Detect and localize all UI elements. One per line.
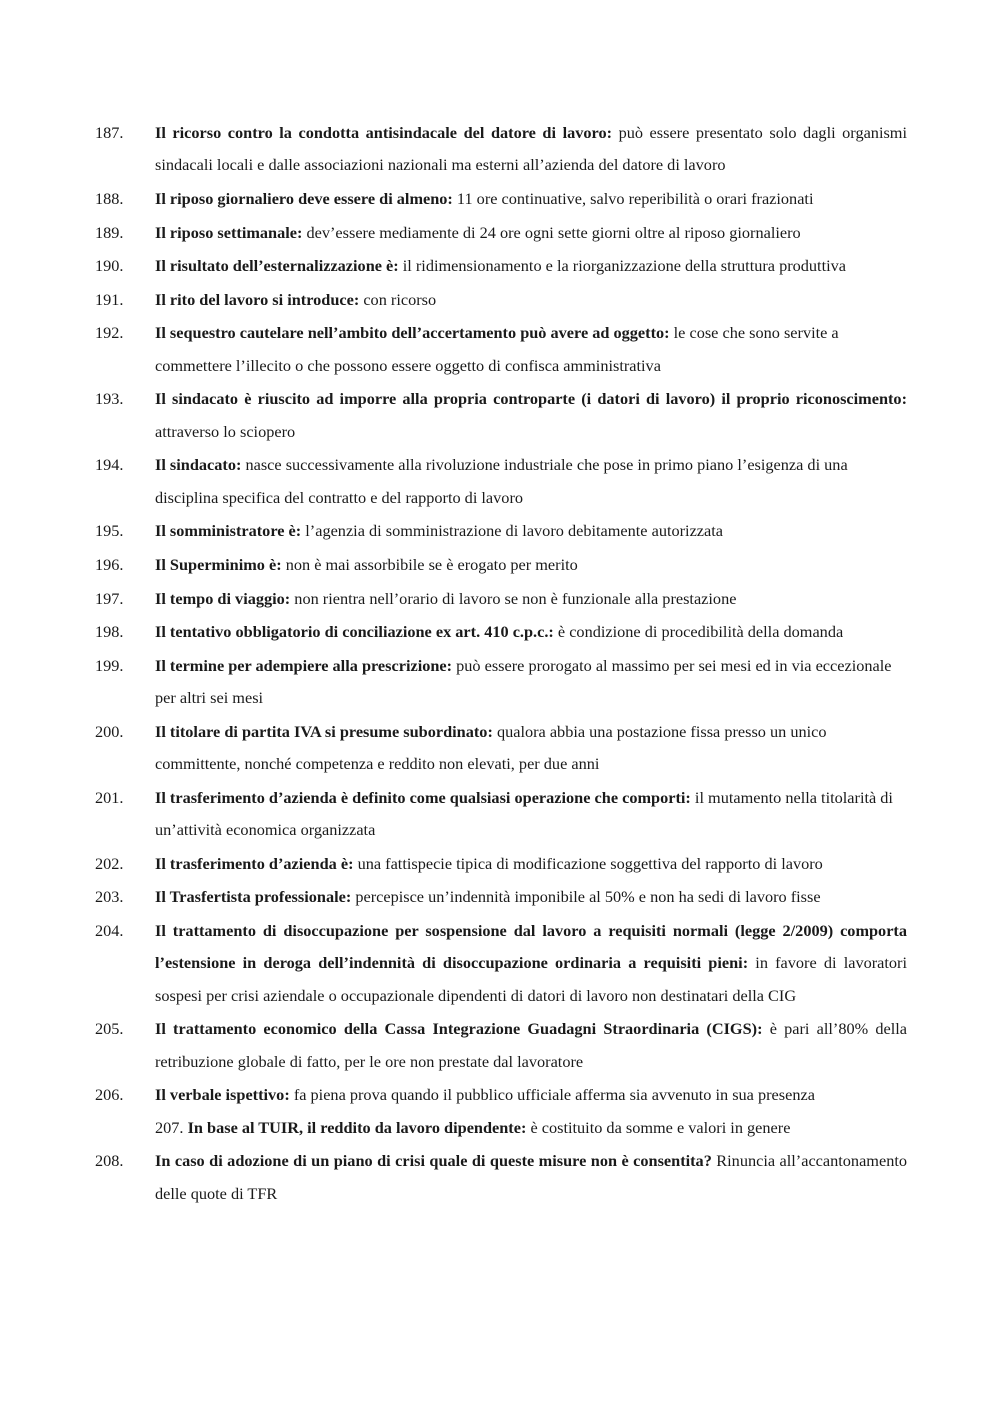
list-item	[95, 583, 907, 615]
list-item	[95, 782, 907, 847]
item-answer: non rientra nell’orario di lavoro se non è funzionale alla prestazione	[290, 588, 737, 608]
item-answer: nasce successivamente alla rivoluzione industriale che pose in primo piano l’esigenza di una disciplina specifica del contratto e del rapporto di lavoro	[155, 455, 848, 507]
item-text	[155, 650, 907, 715]
item-text	[155, 515, 907, 547]
list-item	[95, 848, 907, 880]
item-answer: è condizione di procedibilità della domanda	[553, 622, 844, 642]
item-number: 196.	[95, 554, 124, 574]
item-answer: è costituito da somme e valori in genere	[526, 1117, 791, 1137]
item-number: 193.	[95, 389, 124, 409]
item-text	[155, 1013, 907, 1078]
list-item	[95, 515, 907, 547]
item-answer: il ridimensionamento e la riorganizzazione della struttura produttiva	[398, 256, 846, 276]
item-number: 197.	[95, 588, 124, 608]
item-question: Il riposo giornaliero deve essere di almeno:	[155, 189, 453, 208]
item-question: Il somministratore è:	[155, 521, 302, 541]
item-answer: fa piena prova quando il pubblico ufficiale afferma sia avvenuto in sua presenza	[289, 1085, 815, 1105]
item-question: Il trasferimento d’azienda è:	[155, 853, 354, 873]
item-question: Il sindacato:	[155, 455, 242, 475]
item-number: 191.	[95, 289, 124, 309]
item-number: 202.	[95, 853, 124, 873]
item-answer: in favore di lavoratori sospesi per crisi aziendale o occupazionale dipendenti di datori di lavoro non destinatari della CIG	[155, 953, 907, 1005]
list-item	[95, 217, 907, 249]
item-answer: l’agenzia di somministrazione di lavoro debitamente autorizzata	[301, 521, 723, 541]
list-item	[95, 284, 907, 316]
item-question: Il risultato dell’esternalizzazione è:	[155, 256, 399, 276]
item-question: Il verbale ispettivo:	[155, 1085, 290, 1105]
item-answer: una fattispecie tipica di modificazione soggettiva del rapporto di lavoro	[353, 853, 823, 873]
list-item	[95, 716, 907, 781]
item-answer: non è mai assorbibile se è erogato per merito	[281, 554, 578, 574]
item-question: Il termine per adempiere alla prescrizione:	[155, 655, 453, 675]
item-question: Il rito del lavoro si introduce:	[155, 289, 360, 309]
item-text	[155, 1079, 907, 1144]
item-number: 206.	[95, 1085, 124, 1105]
item-question: Il trasferimento d’azienda è definito come qualsiasi operazione che comporti:	[155, 787, 691, 807]
item-number: 198.	[95, 622, 124, 642]
item-text	[155, 117, 907, 182]
item-question: Il tempo di viaggio:	[155, 588, 291, 608]
item-text	[155, 616, 907, 648]
item-text	[155, 1145, 907, 1210]
item-number: 194.	[95, 455, 124, 475]
list-item	[95, 1145, 907, 1210]
item-text	[155, 217, 907, 249]
item-number: 189.	[95, 222, 124, 242]
item-answer: dev’essere mediamente di 24 ore ogni sette giorni oltre al riposo giornaliero	[302, 222, 801, 242]
item-answer: qualora abbia una postazione fissa presso un unico committente, nonché competenza e reddito non elevati, per due anni	[155, 721, 827, 774]
list-item	[95, 449, 907, 514]
item-text	[155, 716, 907, 781]
item-answer: può essere presentato solo dagli organismi sindacali locali e dalle associazioni nazionali ma esterni all’azienda del datore di lavoro	[155, 123, 907, 175]
list-item	[95, 317, 907, 382]
item-answer: con ricorso	[359, 289, 437, 309]
item-number-inline: 207.	[155, 1117, 184, 1137]
item-number: 195.	[95, 521, 124, 541]
item-question: Il titolare di partita IVA si presume subordinato:	[155, 721, 493, 741]
item-question: Il trattamento economico della Cassa Integrazione Guadagni Straordinaria (CIGS):	[155, 1019, 763, 1039]
item-question: Il trattamento di disoccupazione per sospensione dal lavoro a requisiti normali (legge 2/2009) comporta l’estensione in deroga dell’indennità di disoccupazione ordinaria a requisiti pieni:	[155, 920, 907, 973]
item-answer: percepisce un’indennità imponibile al 50% e non ha sedi di lavoro fisse	[351, 887, 821, 907]
item-number: 188.	[95, 189, 124, 208]
list-item	[95, 1079, 907, 1144]
list-item	[95, 1013, 907, 1078]
item-question: Il sequestro cautelare nell’ambito dell’accertamento può avere ad oggetto:	[155, 323, 670, 343]
item-number: 192.	[95, 323, 124, 343]
list-item	[95, 616, 907, 648]
item-number: 190.	[95, 256, 124, 276]
item-question: Il Superminimo è:	[155, 554, 282, 574]
item-text	[155, 284, 907, 316]
item-number: 201.	[95, 787, 124, 807]
list-item	[95, 915, 907, 1012]
item-text	[155, 782, 907, 847]
list-item	[95, 881, 907, 913]
item-answer: 11 ore continuative, salvo reperibilità o orari frazionati	[452, 189, 814, 208]
item-question: Il tentativo obbligatorio di conciliazione ex art. 410 c.p.c.:	[155, 622, 554, 642]
item-text	[155, 881, 907, 913]
item-question: Il Trasfertista professionale:	[155, 887, 352, 907]
item-number: 199.	[95, 655, 124, 675]
inline-merged-item	[155, 1118, 790, 1137]
item-answer: Rinuncia all’accantonamento delle quote di TFR	[155, 1151, 907, 1203]
item-text	[155, 915, 907, 1012]
list-item	[95, 117, 907, 182]
item-question: In caso di adozione di un piano di crisi quale di queste misure non è consentita?	[155, 1151, 712, 1171]
item-question: Il ricorso contro la condotta antisindacale del datore di lavoro:	[155, 123, 613, 142]
item-text	[155, 583, 907, 615]
item-number: 208.	[95, 1151, 124, 1171]
item-text	[155, 383, 907, 448]
item-text	[155, 848, 907, 880]
list-item	[95, 383, 907, 448]
item-answer: può essere prorogato al massimo per sei mesi ed in via eccezionale per altri sei mesi	[155, 655, 892, 708]
item-text	[155, 549, 907, 581]
item-answer: il mutamento nella titolarità di un’attività economica organizzata	[155, 787, 893, 840]
item-text	[155, 449, 907, 514]
item-number: 204.	[95, 920, 124, 940]
item-number: 205.	[95, 1019, 124, 1039]
item-question: Il sindacato è riuscito ad imporre alla propria controparte (i datori di lavoro) il proprio riconoscimento:	[155, 389, 907, 409]
item-answer: le cose che sono servite a commettere l’illecito o che possono essere oggetto di confisca amministrativa	[155, 323, 839, 375]
item-text	[155, 250, 907, 282]
list-item	[95, 650, 907, 715]
list-item	[95, 250, 907, 282]
item-question: In base al TUIR, il reddito da lavoro dipendente:	[187, 1117, 527, 1137]
item-number: 200.	[95, 721, 124, 741]
item-answer: è pari all’80% della retribuzione globale di fatto, per le ore non prestate dal lavoratore	[155, 1019, 908, 1071]
item-text	[155, 317, 907, 382]
item-answer: attraverso lo sciopero	[155, 421, 296, 441]
list-item	[95, 549, 907, 581]
item-number: 203.	[95, 887, 124, 907]
item-question: Il riposo settimanale:	[155, 222, 303, 242]
item-number: 187.	[95, 123, 124, 142]
item-text	[155, 183, 907, 215]
numbered-list	[95, 117, 907, 1211]
list-item	[95, 183, 907, 215]
